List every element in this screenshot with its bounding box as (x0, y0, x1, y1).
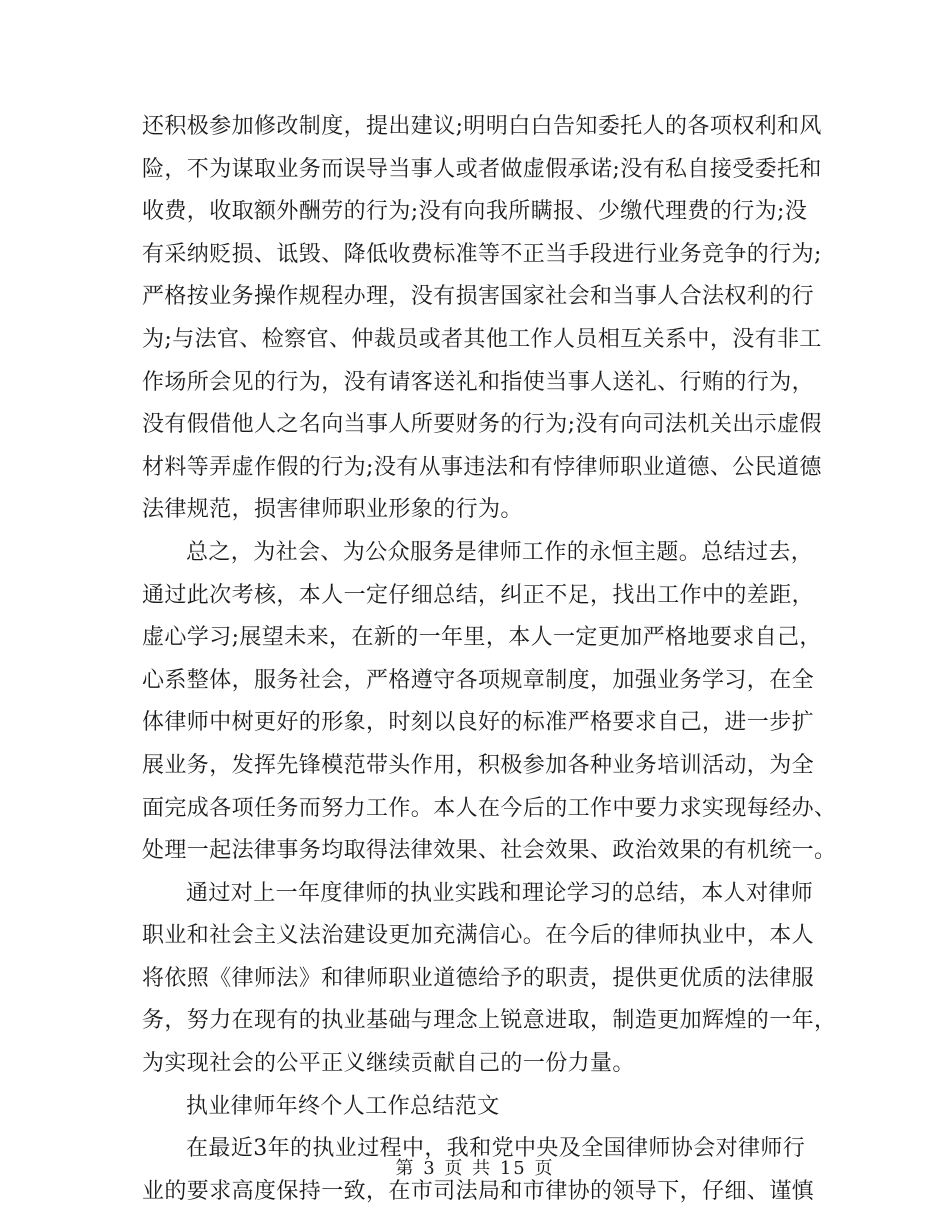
text-line: 通过此次考核，本人一定仔细总结，纠正不足，找出工作中的差距， (142, 582, 815, 608)
text-line: 业的要求高度保持一致，在市司法局和市律协的领导下，仔细、谨慎 (142, 1178, 815, 1204)
text-line: 职业和社会主义法治建设更加充满信心。在今后的律师执业中，本人 (142, 923, 815, 949)
text-line: 收费，收取额外酬劳的行为;没有向我所瞒报、少缴代理费的行为;没 (142, 199, 808, 225)
text-line: 将依照《律师法》和律师职业道德给予的职责，提供更优质的法律服 (142, 965, 815, 991)
text-line: 险，不为谋取业务而误导当事人或者做虚假承诺;没有私自接受委托和 (142, 156, 822, 182)
text-line: 有采纳贬损、诋毁、降低收费标准等不正当手段进行业务竞争的行为; (142, 241, 822, 267)
document-body (142, 106, 837, 1213)
text-line: 还积极参加修改制度，提出建议;明明白白告知委托人的各项权利和风 (142, 114, 822, 139)
text-line: 总之，为社会、为公众服务是律师工作的永恒主题。总结过去， (186, 539, 814, 565)
text-line: 作场所会见的行为，没有请客送礼和指使当事人送礼、行贿的行为， (142, 369, 815, 395)
text-line: 为实现社会的公平正义继续贡献自己的一份力量。 (142, 1051, 635, 1077)
text-line: 处理一起法律事务均取得法律效果、社会效果、政治效果的有机统一。 (142, 838, 837, 864)
page-number-footer: 第 3 页 共 15 页 (395, 1158, 555, 1179)
text-line: 为;与法官、检察官、仲裁员或者其他工作人员相互关系中，没有非工 (142, 326, 822, 352)
text-line: 展业务，发挥先锋模范带头作用，积极参加各种业务培训活动，为全 (142, 752, 815, 778)
text-line: 虚心学习;展望未来，在新的一年里，本人一定更加严格地要求自己， (142, 625, 822, 651)
text-line: 法律规范，损害律师职业形象的行为。 (142, 497, 523, 523)
text-line: 在最近3年的执业过程中，我和党中央及全国律师协会对律师行 (186, 1136, 806, 1162)
text-line: 执业律师年终个人工作总结范文 (186, 1093, 500, 1119)
text-line: 没有假借他人之名向当事人所要财务的行为;没有向司法机关出示虚假 (142, 412, 822, 438)
text-line: 务，努力在现有的执业基础与理念上锐意进取，制造更加辉煌的一年， (142, 1008, 837, 1034)
text-line: 严格按业务操作规程办理，没有损害国家社会和当事人合法权利的行 (142, 284, 815, 310)
text-line: 材料等弄虚作假的行为;没有从事违法和有悖律师职业道德、公民道德 (142, 454, 822, 480)
text-line: 体律师中树更好的形象，时刻以良好的标准严格要求自己，进一步扩 (142, 710, 815, 736)
text-line: 面完成各项任务而努力工作。本人在今后的工作中要力求实现每经办、 (142, 795, 837, 821)
text-line: 通过对上一年度律师的执业实践和理论学习的总结，本人对律师 (186, 880, 814, 906)
text-line: 心系整体，服务社会，严格遵守各项规章制度，加强业务学习，在全 (142, 667, 815, 693)
